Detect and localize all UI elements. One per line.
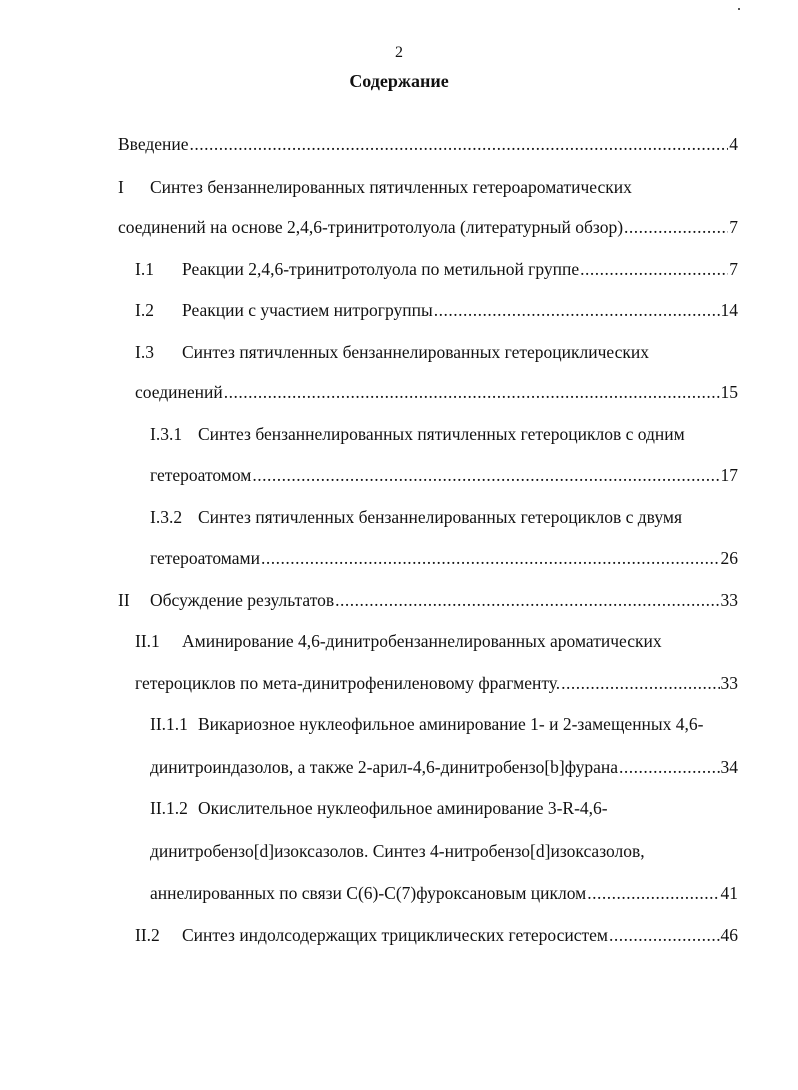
toc-label: Викариозное нуклеофильное аминирование 1- и 2-замещенных 4,6-	[198, 714, 704, 734]
toc-entry-I-3-2-line2[interactable]	[150, 547, 738, 569]
toc-entry-intro[interactable]	[118, 133, 738, 155]
toc-entry-I-2[interactable]	[135, 299, 738, 321]
toc-page: 41	[720, 883, 738, 903]
toc-page: 26	[720, 548, 738, 568]
toc-label: соединений	[135, 382, 223, 402]
toc-leader-dots	[261, 547, 720, 569]
toc-entry-I-3-line1[interactable]	[135, 341, 649, 363]
toc-leader-dots	[587, 882, 719, 904]
page-number: 2	[395, 44, 403, 61]
toc-label: Окислительное нуклеофильное аминирование 3-R-4,6-	[198, 798, 608, 818]
toc-label: гетероатомами	[150, 548, 260, 568]
toc-entry-II-1-2-line2[interactable]	[150, 840, 645, 862]
toc-label: динитроиндазолов, а также 2-арил-4,6-динитробензо[b]фурана	[150, 757, 619, 777]
toc-label: Синтез индолсодержащих трициклических гетеросистем	[182, 925, 608, 945]
toc-label: гетероциклов по мета-динитрофениленовому фрагменту.	[135, 673, 561, 693]
toc-label: Аминирование 4,6-динитробензаннелированных ароматических	[182, 631, 662, 651]
toc-page: 46	[720, 925, 738, 945]
toc-entry-I-3-1-line1[interactable]	[150, 423, 685, 445]
toc-entry-II-1-2-line1[interactable]	[150, 797, 608, 819]
toc-label: Синтез пятичленных бензаннелированных гетероциклов с двумя	[198, 507, 682, 527]
toc-page: 4	[729, 134, 738, 154]
toc-entry-II-1-line2[interactable]	[135, 672, 738, 694]
toc-label: Введение	[118, 134, 189, 154]
toc-entry-II-1-line1[interactable]	[135, 630, 662, 652]
toc-number: I.3.1	[150, 424, 183, 444]
toc-number: I	[118, 177, 124, 197]
toc-page: 17	[720, 465, 738, 485]
toc-entry-II[interactable]	[118, 589, 738, 611]
toc-page: 7	[729, 259, 738, 279]
toc-leader-dots	[335, 589, 719, 611]
toc-label: гетероатомом	[150, 465, 252, 485]
toc-entry-II-2[interactable]	[135, 924, 738, 946]
toc-label: Реакции 2,4,6-тринитротолуола по метильной группе	[182, 259, 580, 279]
toc-entry-II-1-1-line1[interactable]	[150, 713, 704, 735]
toc-entry-II-1-2-line3[interactable]	[150, 882, 738, 904]
toc-label: Синтез бензаннелированных пятичленных гетероциклов с одним	[198, 424, 685, 444]
toc-number: II.1.2	[150, 798, 188, 818]
toc-label: Синтез бензаннелированных пятичленных гетероароматических	[150, 177, 632, 197]
toc-entry-I-line1[interactable]	[118, 176, 632, 198]
toc-number: I.2	[135, 300, 154, 320]
toc-leader-dots	[434, 299, 720, 321]
toc-entry-I-1[interactable]	[135, 258, 738, 280]
toc-entry-I-3-2-line1[interactable]	[150, 506, 682, 528]
toc-label: Синтез пятичленных бензаннелированных гетероциклических	[182, 342, 650, 362]
toc-label: динитробензо[d]изоксазолов. Синтез 4-нитробензо[d]изоксазолов,	[150, 841, 645, 861]
toc-page: 14	[720, 300, 738, 320]
toc-number: II.1	[135, 631, 160, 651]
page-title: Содержание	[349, 71, 449, 91]
toc-entry-I-3-1-line2[interactable]	[150, 464, 738, 486]
toc-page: 7	[729, 217, 738, 237]
toc-page: 34	[720, 757, 738, 777]
toc-number: II	[118, 590, 130, 610]
toc-label: Обсуждение результатов	[150, 590, 335, 610]
toc-leader-dots	[224, 381, 720, 403]
scan-speck	[738, 8, 740, 10]
toc-number: II.1.1	[150, 714, 188, 734]
toc-leader-dots	[252, 464, 719, 486]
toc-leader-dots	[624, 216, 728, 238]
toc-leader-dots	[561, 672, 719, 694]
toc-leader-dots	[619, 756, 719, 778]
toc-entry-II-1-1-line2[interactable]	[150, 756, 738, 778]
toc-label: соединений на основе 2,4,6-тринитротолуола (литературный обзор)	[118, 217, 624, 237]
toc-page: 33	[720, 673, 738, 693]
toc-number: I.1	[135, 259, 154, 279]
toc-page: 15	[720, 382, 738, 402]
toc-label: аннелированных по связи C(6)-C(7)фуроксановым циклом	[150, 883, 587, 903]
toc-page: 33	[720, 590, 738, 610]
toc-entry-I-3-line2[interactable]	[135, 381, 738, 403]
toc-leader-dots	[580, 258, 728, 280]
toc-entry-I-line2[interactable]	[118, 216, 738, 238]
toc-number: I.3	[135, 342, 154, 362]
toc-leader-dots	[190, 133, 729, 155]
toc-label: Реакции с участием нитрогруппы	[182, 300, 433, 320]
toc-number: I.3.2	[150, 507, 183, 527]
toc-leader-dots	[609, 924, 720, 946]
toc-number: II.2	[135, 925, 160, 945]
